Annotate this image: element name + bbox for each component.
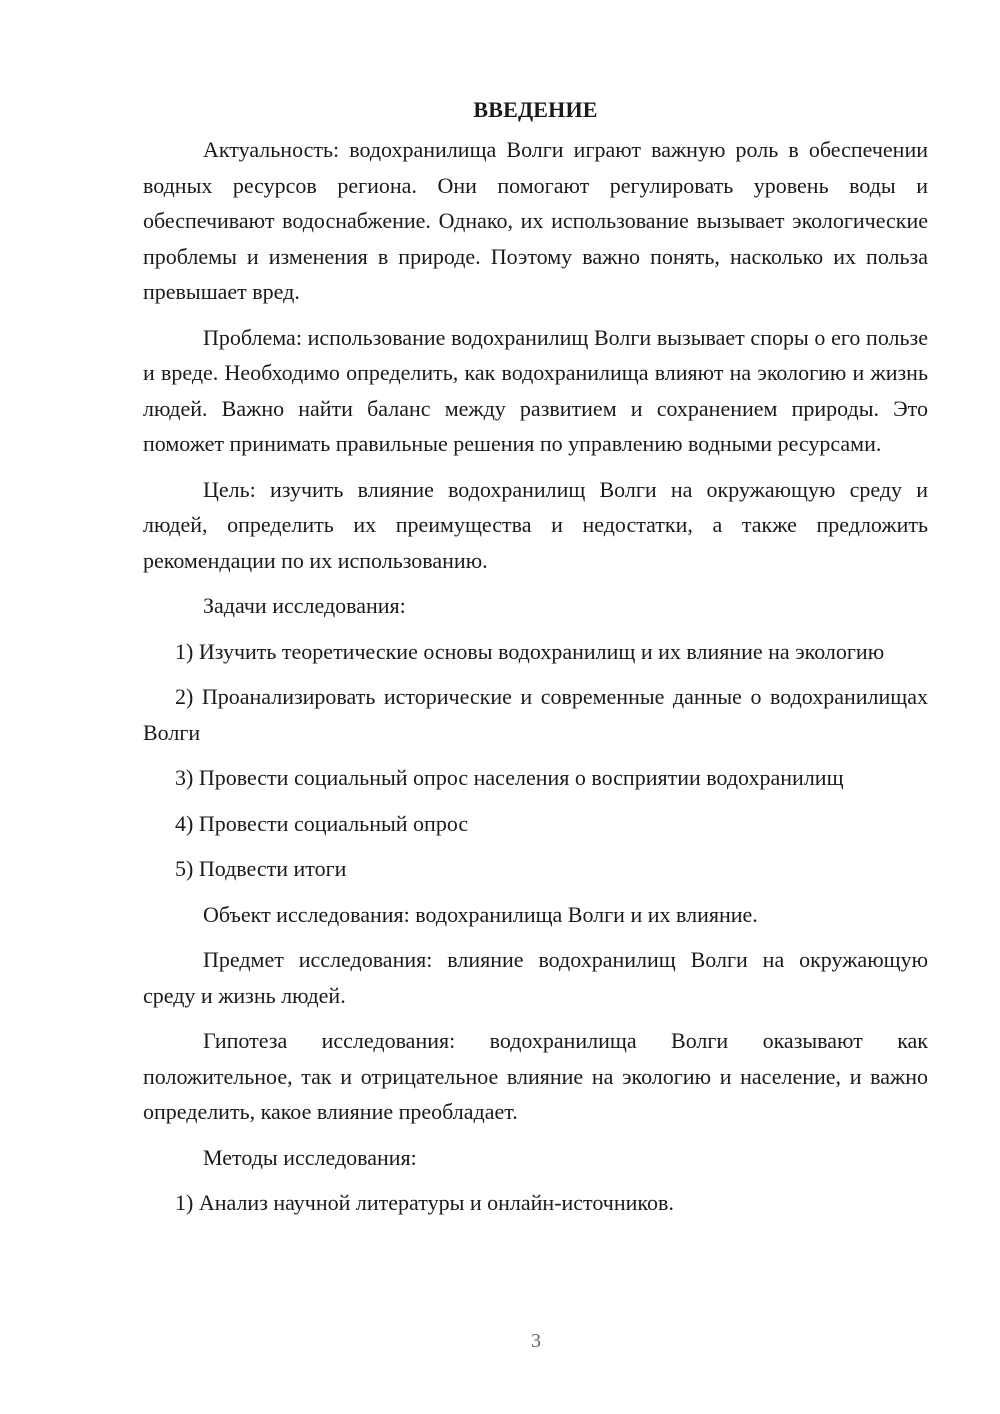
- paragraph-goal: Цель: изучить влияние водохранилищ Волги на окружающую среду и людей, определить их преимущества и недостатки, а также предложить рекомендации по их использованию.: [143, 476, 928, 573]
- task-item-4: 4) Провести социальный опрос: [175, 810, 469, 836]
- task-item-3: 3) Провести социальный опрос населения о восприятии водохранилищ: [175, 765, 844, 790]
- task-item-5: 5) Подвести итоги: [175, 856, 347, 881]
- document-page: [143, 92, 928, 1231]
- tasks-heading: Задачи исследования:: [203, 593, 406, 618]
- paragraph-hypothesis: Гипотеза исследования: водохранилища Волги оказывают как положительное, так и отрицательное влияние на экологию и население, и важно определить, какое влияние преобладает.: [143, 1028, 928, 1124]
- paragraph-subject: Предмет исследования: влияние водохранилищ Волги на окружающую среду и жизнь людей.: [143, 947, 928, 1008]
- paragraph-relevance: Актуальность: водохранилища Волги играют важную роль в обеспечении водных ресурсов региона. Они помогают регулировать уровень воды и обеспечивают водоснабжение. Однако, их использование вызывает экологические проблемы и изменения в природе. Поэтому важно понять, насколько их польза превышает вред.: [143, 137, 928, 304]
- methods-heading: Методы исследования:: [203, 1144, 417, 1170]
- paragraph-object: Объект исследования: водохранилища Волги и их влияние.: [203, 901, 758, 927]
- paragraph-problem: Проблема: использование водохранилищ Волги вызывает споры о его пользе и вреде. Необходимо определить, как водохранилища влияют на экологию и жизнь людей. Важно найти баланс между развитием и сохранением природы. Это поможет принимать правильные решения по управлению водными ресурсами.: [143, 324, 928, 456]
- page-number: 3: [531, 1330, 541, 1352]
- task-item-2: 2) Проанализировать исторические и современные данные о водохранилищах Волги: [143, 684, 928, 745]
- task-item-1: 1) Изучить теоретические основы водохранилищ и их влияние на экологию: [175, 638, 885, 664]
- section-title: ВВЕДЕНИЕ: [473, 97, 598, 122]
- method-item-1: 1) Анализ научной литературы и онлайн-источников.: [175, 1190, 674, 1215]
